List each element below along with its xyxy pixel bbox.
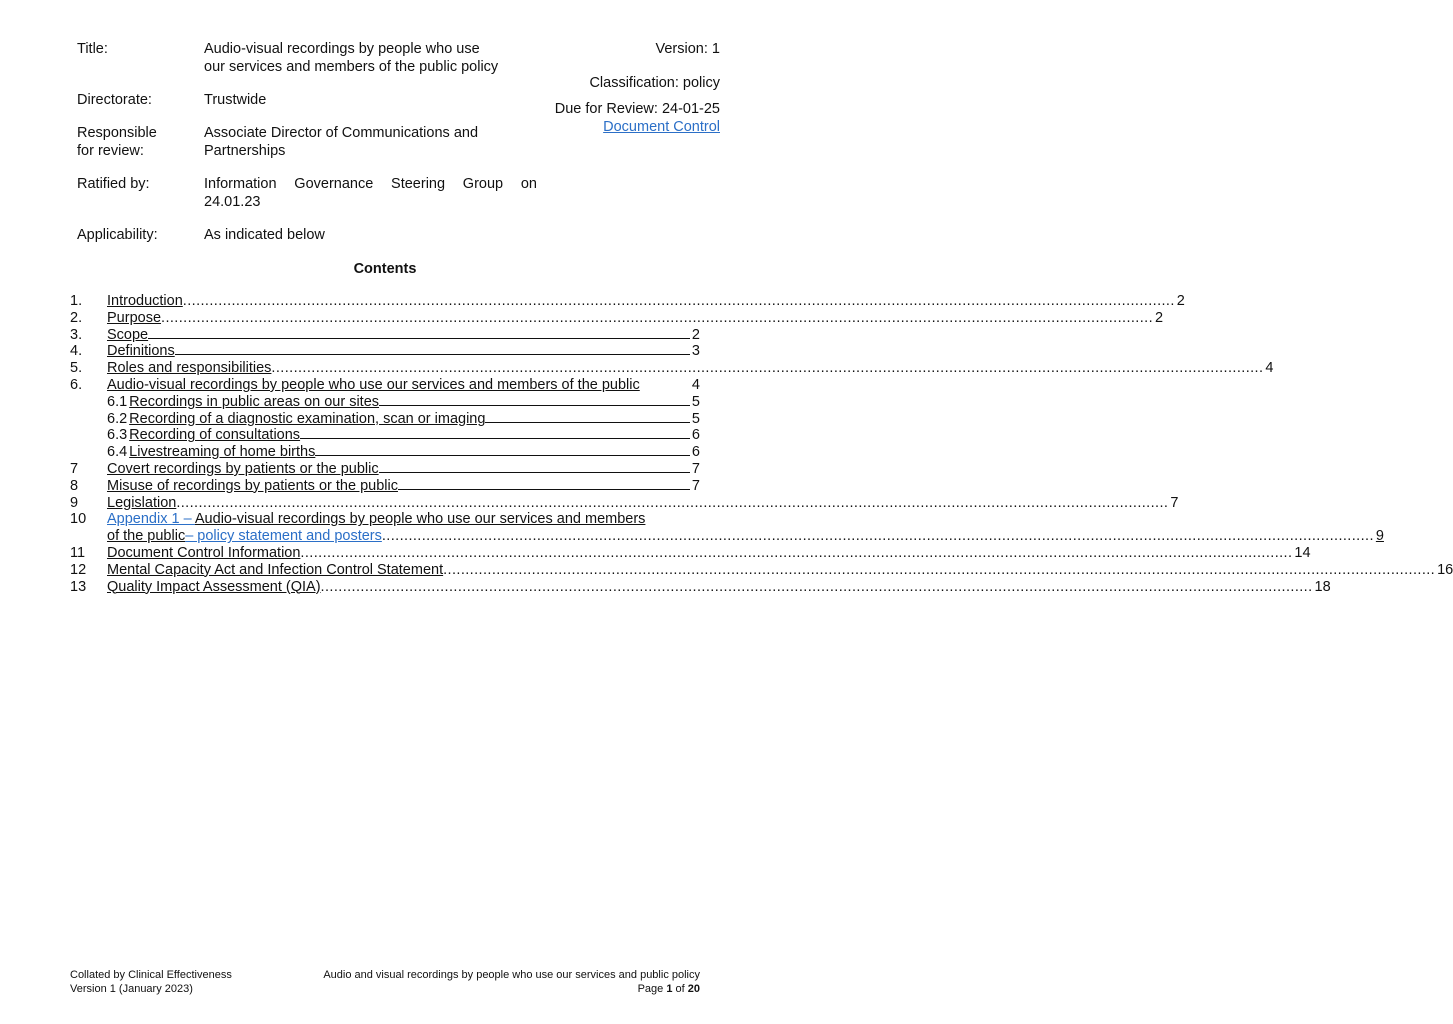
classification-label: Classification: policy [589,75,720,91]
toc-row[interactable] [70,394,700,411]
toc-row[interactable] [70,293,1185,310]
footer-left [70,968,232,996]
toc-appendix-text-line2: of the public [107,528,186,545]
footer-document-title: Audio and visual recordings by people who use our services and public policy [323,969,700,981]
toc-page-number: 16 [1437,561,1453,578]
toc-leader [300,545,1292,562]
ratified-row [77,175,537,211]
toc-page-number: 5 [691,393,700,410]
toc-leader [148,338,690,339]
toc-link-qia[interactable]: Quality Impact Assessment (QIA) [107,578,321,595]
toc-subnumber: 6.3 [107,427,128,444]
toc-number: 5. [70,360,83,377]
toc-number: 4. [70,343,83,360]
toc-appendix-text-line1: Audio-visual recordings by people who use our services and members [194,511,646,528]
toc-link-policy-posters[interactable]: – policy statement and posters [185,528,382,545]
toc-leader [321,579,1313,596]
footer-page-of: of [672,983,688,995]
toc-row[interactable] [70,544,1311,562]
toc-page-number: 2 [1176,293,1185,309]
toc-row[interactable] [70,360,1274,377]
footer-page-current: 1 [666,983,673,995]
toc-page-number: 3 [691,343,700,360]
responsible-value-line1: Associate Director of Communications and [204,125,479,141]
toc-number: 11 [70,544,86,561]
toc-row[interactable] [70,327,700,344]
toc-link-roles[interactable]: Roles and responsibilities [107,360,272,377]
toc-page-number: 7 [691,477,700,494]
toc-number: 1. [70,293,83,309]
directorate-value: Trustwide [204,92,267,108]
responsible-row [77,124,537,160]
toc-link-audio-visual[interactable]: Audio-visual recordings by people who use our services and members of the public [107,376,640,393]
toc-subnumber: 6.2 [107,410,128,427]
toc-link-purpose[interactable]: Purpose [107,309,162,326]
applicability-row [77,226,537,244]
footer-page-prefix: Page [637,983,667,995]
toc-link-scope[interactable]: Scope [107,326,149,343]
toc-leader [398,489,690,490]
toc-leader [300,438,690,439]
toc-number: 13 [70,578,87,595]
toc-subnumber: 6.4 [107,444,128,461]
directorate-label: Directorate: [77,92,152,108]
responsible-label [77,124,204,160]
responsible-value-line2: Partnerships [204,143,286,159]
contents-heading: Contents [353,261,417,277]
toc-page-number: 6 [691,444,700,461]
footer-version: Version 1 (January 2023) [70,983,193,995]
toc-row[interactable] [70,309,1164,327]
toc-number: 6. [70,376,83,393]
toc-link-public-areas[interactable]: Recordings in public areas on our sites [129,393,380,410]
toc-number: 8 [70,477,79,494]
toc-leader [485,422,689,423]
ratified-value: Information Governance Steering Group on 24.01.23 [204,176,537,210]
toc-leader [382,528,1374,545]
toc-leader [379,472,690,473]
toc-number-empty [70,394,107,411]
version-label: Version: 1 [655,41,720,57]
toc-page-number: 2 [1155,309,1164,326]
toc-page-number: 2 [691,326,700,343]
document-control-link[interactable]: Document Control [603,119,720,135]
title-value-line2: our services and members of the public policy [204,59,499,75]
toc-leader [443,562,1435,579]
toc-link-introduction[interactable]: Introduction [107,293,183,309]
toc-page-number: 7 [691,460,700,477]
due-for-review-label: Due for Review: 24-01-25 [554,101,720,117]
footer-right [323,968,700,996]
toc-number-empty [70,528,107,545]
version-info [555,40,720,136]
toc-link-diagnostic[interactable]: Recording of a diagnostic examination, scan or imaging [129,410,486,427]
toc-row[interactable] [70,478,700,495]
toc-number: 7 [70,460,79,477]
toc-link-mental-capacity[interactable]: Mental Capacity Act and Infection Control Statement [107,561,444,578]
toc-number-empty [70,411,107,428]
toc-number: 2. [70,309,83,326]
applicability-label: Applicability: [77,227,158,243]
directorate-row [77,91,537,109]
toc-link-document-control[interactable]: Document Control Information [107,544,301,561]
toc-page-number: 5 [691,410,700,427]
toc-number-empty [70,444,107,461]
toc-page-number: 4 [691,376,700,393]
toc-row[interactable] [70,511,1384,545]
toc-leader [271,360,1263,377]
responsible-label-line1: Responsible [77,125,157,141]
table-of-contents [70,293,1453,595]
footer-collated: Collated by Clinical Effectiveness [70,969,232,981]
footer-page-total: 20 [687,983,700,995]
document-metadata [77,40,537,259]
toc-page-number: 6 [691,427,700,444]
toc-leader [161,310,1153,327]
title-value-line1: Audio-visual recordings by people who use [204,41,480,57]
toc-link-livestreaming[interactable]: Livestreaming of home births [129,444,316,461]
toc-row[interactable] [70,343,700,360]
toc-page-number: 9 [1375,528,1384,545]
responsible-label-line2: for review: [77,143,144,159]
title-row [77,40,537,76]
toc-row[interactable] [70,411,700,428]
toc-leader [315,455,690,456]
toc-page-number: 18 [1314,578,1331,595]
toc-subnumber: 6.1 [107,393,128,410]
title-value [204,40,537,76]
toc-row[interactable] [70,494,1179,512]
toc-row[interactable] [70,427,700,444]
applicability-value: As indicated below [204,227,325,243]
toc-number-empty [70,427,107,444]
toc-link-misuse[interactable]: Misuse of recordings by patients or the public [107,477,398,494]
responsible-value [204,124,537,160]
toc-leader [183,293,1175,310]
toc-link-legislation[interactable]: Legislation [107,494,177,511]
toc-leader [175,354,690,355]
toc-number: 12 [70,561,87,578]
toc-link-consultations[interactable]: Recording of consultations [129,427,301,444]
toc-row[interactable] [70,377,700,394]
toc-link-definitions[interactable]: Definitions [107,343,175,360]
toc-leader [176,495,1168,512]
footer-page-number [323,982,700,996]
toc-page-number: 4 [1265,360,1274,377]
toc-number: 9 [70,494,79,511]
toc-number: 3. [70,326,83,343]
title-label: Title: [77,41,108,57]
toc-leader [379,405,690,406]
toc-row[interactable] [70,561,1453,579]
toc-row[interactable] [70,578,1331,596]
toc-link-appendix-1[interactable]: Appendix 1 – [107,511,195,528]
toc-page-number: 14 [1294,544,1311,561]
toc-number: 10 [70,511,87,528]
toc-link-covert[interactable]: Covert recordings by patients or the public [107,460,379,477]
toc-row[interactable] [70,444,700,461]
ratified-label: Ratified by: [77,176,150,192]
toc-page-number: 7 [1170,494,1179,511]
toc-row[interactable] [70,461,700,478]
